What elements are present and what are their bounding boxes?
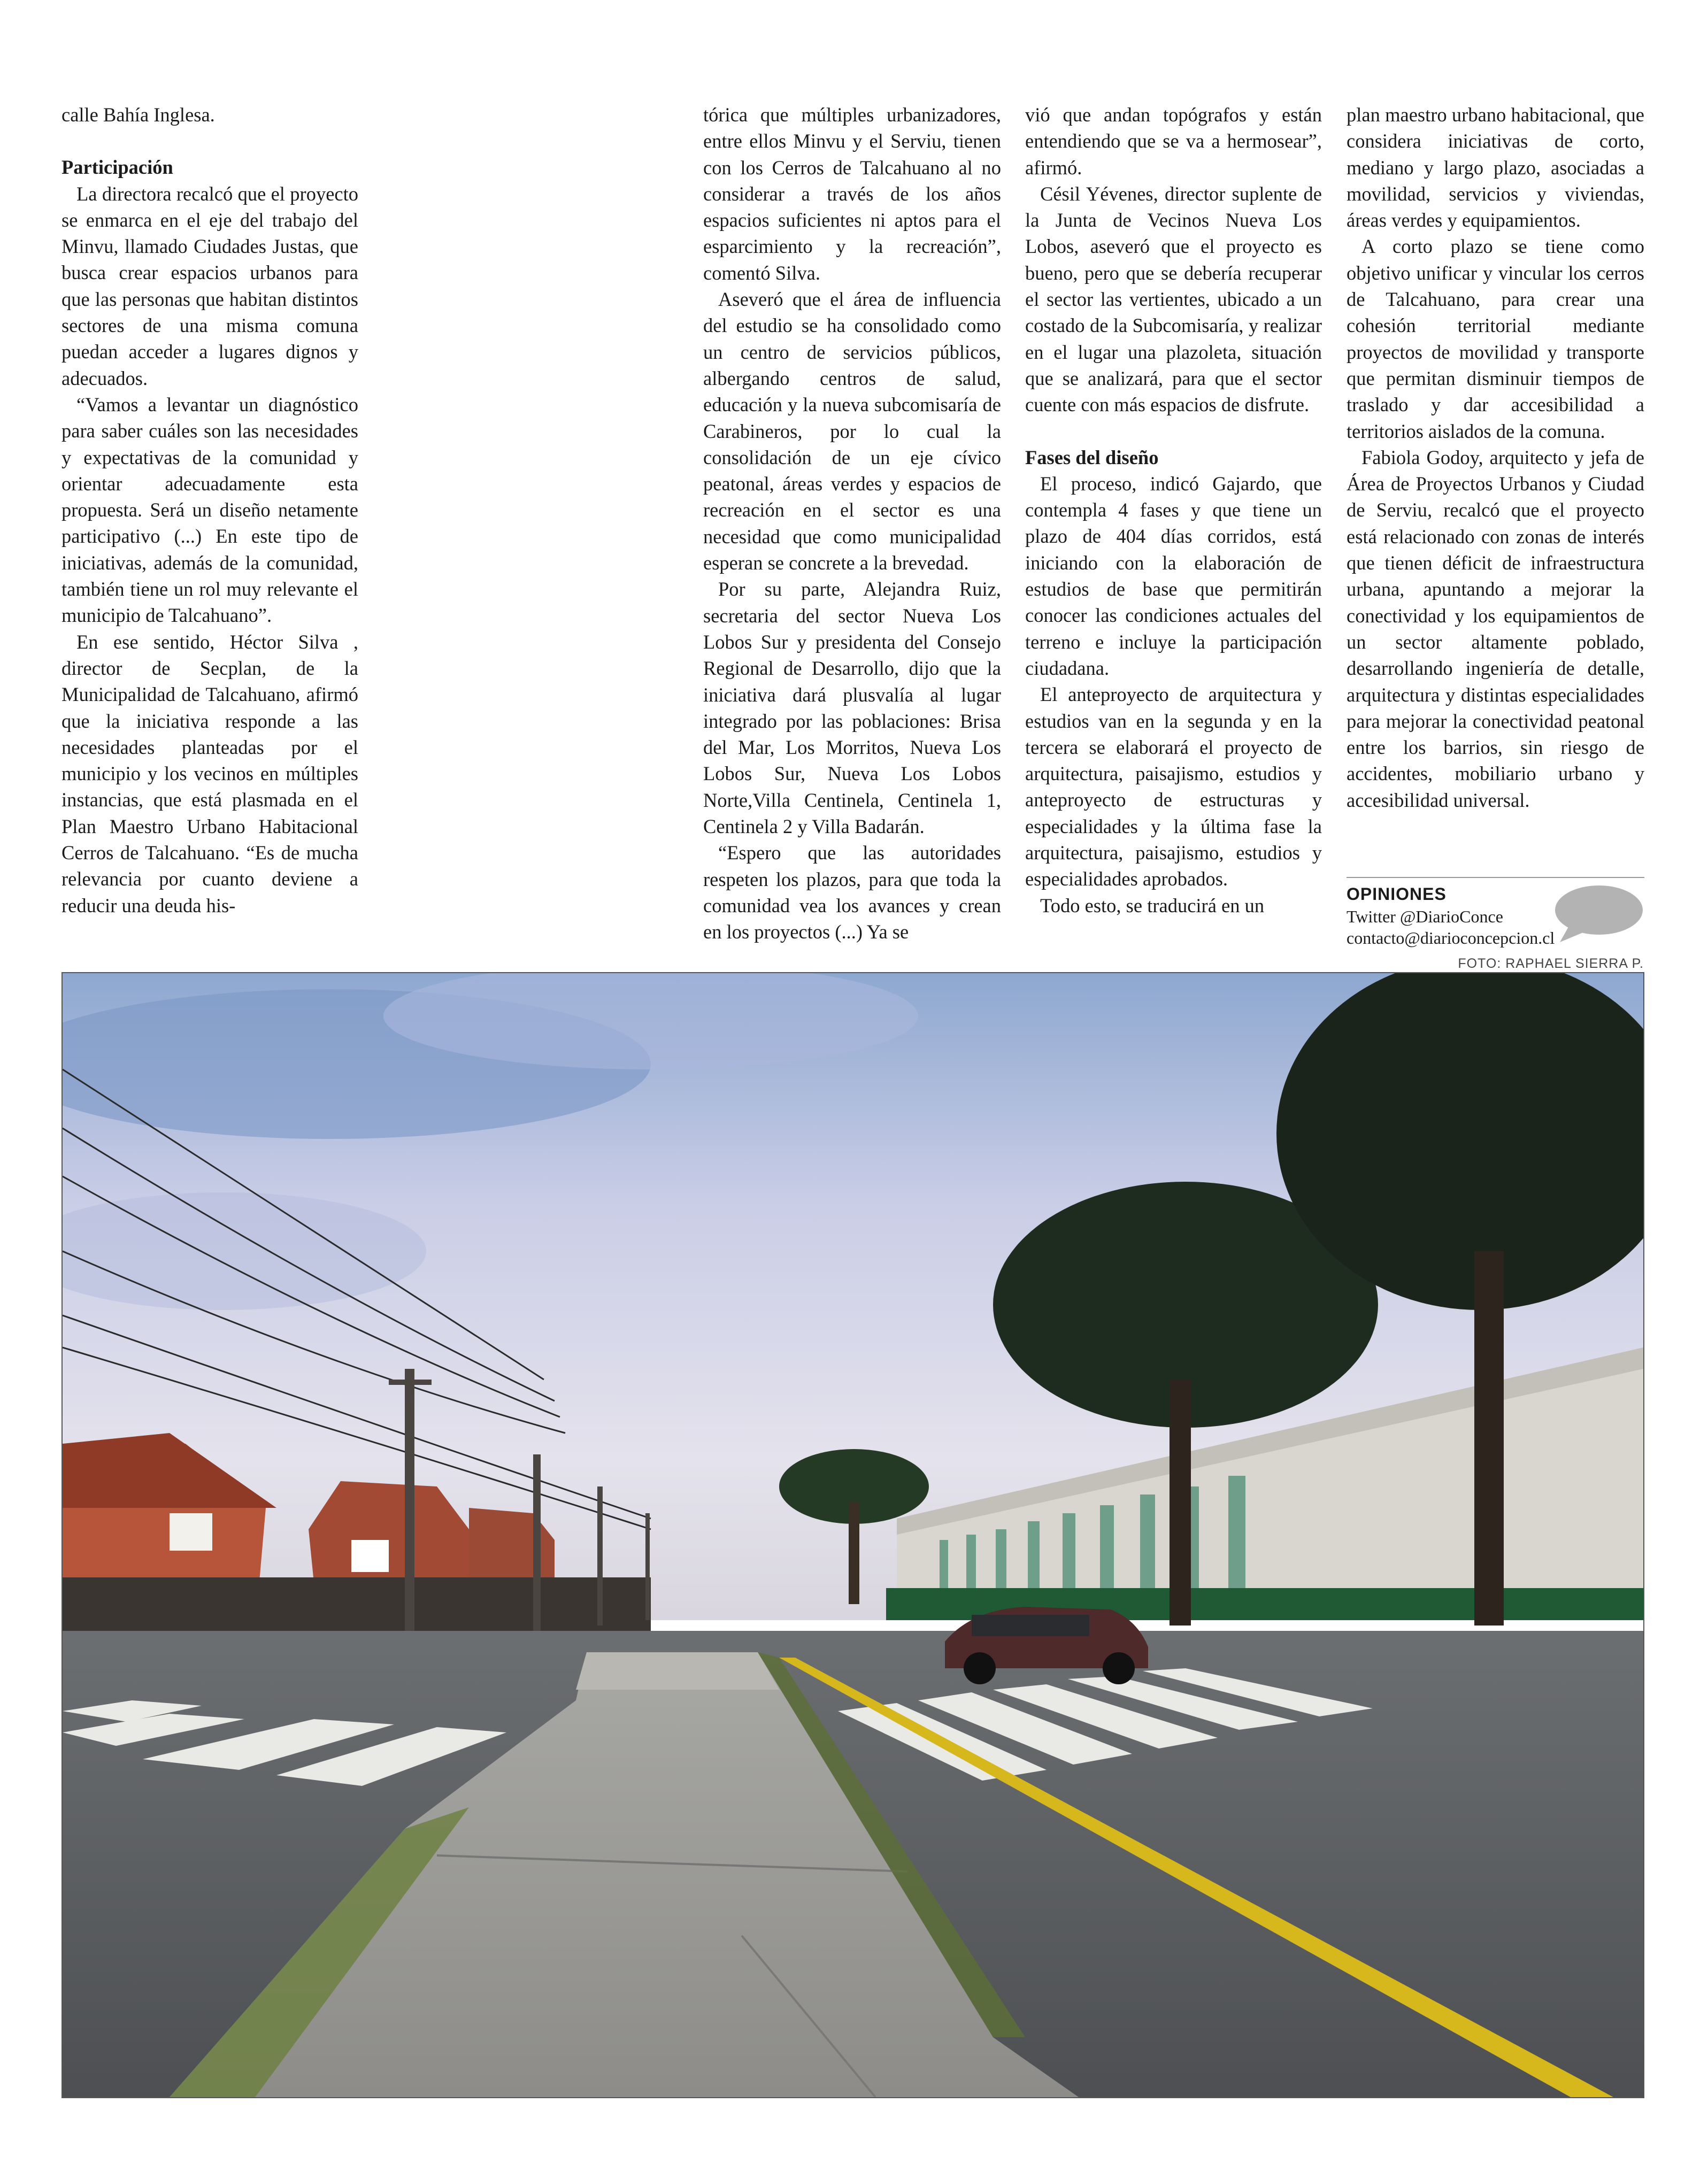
section-heading: Fases del diseño [1025,446,1159,468]
article-paragraph: “Vamos a levantar un diagnóstico para saber cuáles son las necesidades y expectativas de la comunidad y orientar adecuadamente esta propuesta. Será un diseño netamente participativo (...) En este tipo de iniciativas, además de la comunidad, también tiene un rol muy relevante el municipio de Talcahuano”. [61,393,358,627]
article-paragraph: Aseveró que el área de influencia del estudio se ha consolidado como un centro de servicios públicos, albergando centros de salud, educación y la nueva subcomisaría de Carabineros, por lo cual la consolidación de un eje cívico peatonal, áreas verdes y espacios de recreación en el sector es una necesidad que como municipalidad esperan se concrete a la brevedad. [703,288,1001,574]
article-paragraph: La directora recalcó que el proyecto se enmarca en el eje del trabajo del Minvu, llamado Ciudades Justas, que busca crear espacios urbanos para que las personas que habitan distintos sectores de una misma comuna puedan acceder a lugares dignos y adecuados. [61,182,358,389]
article-paragraph: Fabiola Godoy, arquitecto y jefa de Área de Proyectos Urbanos y Ciudad de Serviu, recalcó que el proyecto está relacionado con zonas de interés que tienen déficit de infraestructura urbana, apuntando a mejorar la conectividad y los equipamientos de un sector altamente poblado, desarrollando ingeniería de detalle, arquitectura y distintas especialidades para mejorar la conectividad peatonal entre los barrios, sin riesgo de accidentes, mobiliario urbano y accesibilidad universal. [1347,446,1644,811]
article-paragraph: Por su parte, Alejandra Ruiz, secretaria del sector Nueva Los Lobos Sur y presidenta del Consejo Regional de Desarrollo, dijo que la iniciativa dará plusvalía al lugar integrado por las poblaciones: Brisa del Mar, Los Morritos, Nueva Los Lobos Sur, Nueva Los Lobos Norte,Villa Centinela, Centinela 1, Centinela 2 y Villa Badarán. [703,578,1001,838]
article-paragraph: plan maestro urbano habitacional, que considera iniciativas de corto, mediano y largo plazo, asociadas a movilidad, servicios y viviendas, áreas verdes y equipamientos. [1347,104,1644,232]
opinions-twitter[interactable]: Twitter @DiarioConce [1347,907,1503,926]
article-paragraph: vió que andan topógrafos y están entendiendo que se va a hermosear”, afirmó. [1025,104,1322,179]
article-paragraph: Césil Yévenes, director suplente de la Junta de Vecinos Nueva Los Lobos, aseveró que el proyecto es bueno, pero que se debería recuperar el sector las vertientes, ubicado a un costado de la Subcomisaría, y realizar en el lugar una plazoleta, situación que se analizará, para que el sector cuente con más espacios de disfrute. [1025,182,1322,416]
article-paragraph: “Espero que las autoridades respeten los plazos, para que toda la comunidad vea los avances y crean en los proyectos (...) Ya se [703,842,1001,943]
opinions-email[interactable]: contacto@diarioconcepcion.cl [1347,928,1555,948]
article-paragraph: El anteproyecto de arquitectura y estudios van en la segunda y en la tercera se elaborará el proyecto de arquitectura, paisajismo, estudios y anteproyecto de estructuras y especialidades y la última fase la arquitectura, paisajismo, estudios y especialidades aprobados. [1025,683,1322,890]
article-column-4 [1347,102,1644,813]
article-column-1 [61,102,358,919]
article-column-2 [703,102,1001,945]
article-paragraph: Todo esto, se traducirá en un [1040,894,1265,916]
photo-credit: FOTO: RAPHAEL SIERRA P. [1458,956,1644,971]
article-paragraph: A corto plazo se tiene como objetivo unificar y vincular los cerros de Talcahuano, para crear una cohesión territorial mediante proyectos de movilidad y transporte que permitan disminuir tiempos de traslado y dar accesibilidad a territorios aislados de la comuna. [1347,235,1644,442]
article-column-3 [1025,102,1322,919]
opinions-box [1347,877,1644,953]
article-paragraph: El proceso, indicó Gajardo, que contempla 4 fases y que tiene un plazo de 404 días corridos, está iniciando con la elaboración de estudios de base que permitirán conocer las condiciones actuales del terreno e incluye la participación ciudadana. [1025,472,1322,679]
article-paragraph: tórica que múltiples urbanizadores, entre ellos Minvu y el Serviu, tienen con los Cerros de Talcahuano al no considerar a través de los años espacios suficientes ni aptos para el esparcimiento y la recreación”, comentó Silva. [703,104,1001,284]
speech-bubble-icon [1548,882,1644,946]
article-paragraph: calle Bahía Inglesa. [61,104,215,126]
article-paragraph: En ese sentido, Héctor Silva , director de Secplan, de la Municipalidad de Talcahuano, afirmó que la iniciativa responde a las necesidades planteadas por el municipio y los vecinos en múltiples instancias, que está plasmada en el Plan Maestro Urbano Habitacional Cerros de Talcahuano. “Es de mucha relevancia por cuanto deviene a reducir una deuda his- [61,630,358,916]
opinions-title: OPINIONES [1347,884,1447,904]
street-scene-photo [61,972,1644,2098]
section-heading: Participación [61,156,173,179]
